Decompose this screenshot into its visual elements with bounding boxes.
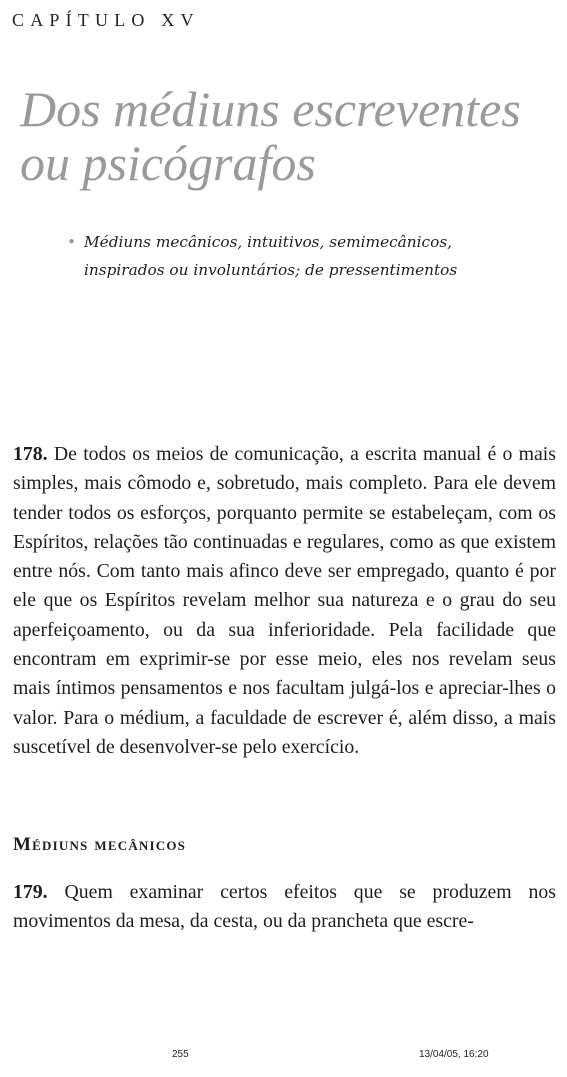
paragraph-text: Quem examinar certos efeitos que se produzem nos movimentos da mesa, da cesta, ou da prancheta que escre- bbox=[13, 881, 556, 933]
paragraph-number: 179. bbox=[13, 881, 48, 903]
section-heading: Médiuns mecânicos bbox=[13, 834, 187, 855]
chapter-topics bbox=[66, 228, 536, 284]
chapter-title-line: ou psicógrafos bbox=[20, 135, 316, 191]
paragraph-text: De todos os meios de comunicação, a escrita manual é o mais simples, mais cômodo e, sobretudo, mais completo. Para ele devem tender todos os esforços, porquanto permite se estabeleçam, com os Espíritos, relações tão continuadas e regulares, como as que existem entre nós. Com tanto mais afinco deve ser empregado, quanto é por ele que os Espíritos revelam melhor sua natureza e o grau do seu aperfeiçoamento, ou da sua inferioridade. Pela facilidade que encontram em exprimir-se por esse meio, eles nos revelam seus mais íntimos pensamentos e nos facultam julgá-los e apreciar-lhes o valor. Para o médium, a faculdade de escrever é, além disso, a mais suscetível de desenvolver-se pelo exercício. bbox=[13, 443, 556, 758]
topic-line bbox=[66, 256, 536, 284]
topic-text: Médiuns mecânicos, intuitivos, semimecânicos, bbox=[84, 233, 453, 251]
topic-text: inspirados ou involuntários; de pressentimentos bbox=[84, 261, 458, 279]
chapter-title-line: Dos médiuns escreventes bbox=[20, 81, 521, 137]
paragraph-179 bbox=[13, 878, 556, 937]
paragraph-number: 178. bbox=[13, 443, 48, 465]
chapter-title bbox=[20, 82, 560, 190]
paragraph-178 bbox=[13, 440, 556, 762]
chapter-label: CAPÍTULO XV bbox=[12, 10, 200, 30]
page-number: 255 bbox=[172, 1049, 189, 1060]
print-timestamp: 13/04/05, 16:20 bbox=[419, 1049, 489, 1060]
bullet-icon: • bbox=[67, 233, 77, 251]
topic-line bbox=[66, 228, 536, 256]
